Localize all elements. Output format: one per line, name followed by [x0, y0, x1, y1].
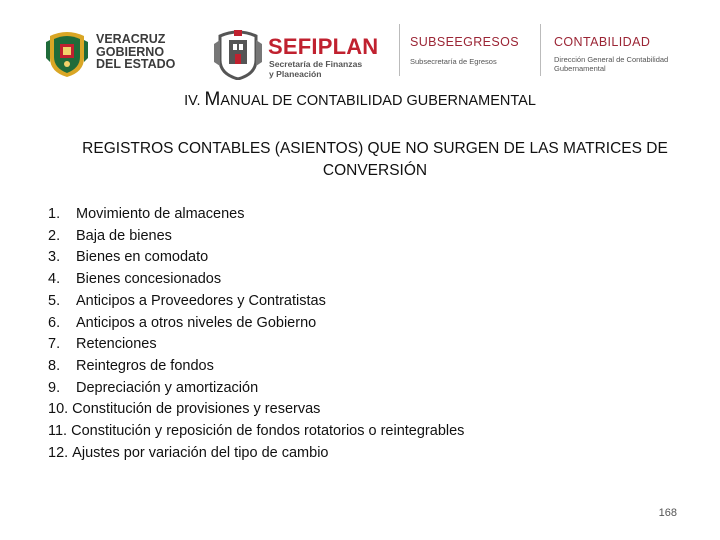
list-item-number: 10.: [48, 401, 69, 418]
list-item-text: Retenciones: [76, 336, 157, 353]
list-item-text: Baja de bienes: [76, 227, 172, 244]
veracruz-line-1: VERACRUZ: [96, 32, 166, 46]
list-item-number: 5.: [48, 292, 61, 309]
list-item: [48, 421, 464, 443]
veracruz-line-3: DEL ESTADO: [96, 57, 176, 71]
veracruz-logo: [44, 28, 194, 78]
sefiplan-logo: [212, 26, 387, 81]
list-item-number: 6.: [48, 314, 61, 331]
entries-list: [48, 204, 464, 464]
header-divider: [399, 24, 400, 76]
list-item-text: Movimiento de almacenes: [76, 206, 245, 222]
sefiplan-subtitle-line-2: y Planeación: [269, 68, 322, 79]
list-item: [48, 443, 464, 465]
manual-title: [0, 89, 720, 111]
list-item-text: Depreciación y amortización: [76, 379, 259, 396]
subsecretaria-logo: [410, 35, 535, 66]
sefiplan-subtitle-line-1: Secretaría de Finanzas: [269, 59, 363, 69]
list-item-text: Anticipos a Proveedores y Contratistas: [76, 292, 326, 309]
list-item-text: Constitución y reposición de fondos rotatorios o reintegrables: [71, 423, 465, 440]
contabilidad-title: CONTABILIDAD: [554, 35, 651, 49]
list-item-number: 12.: [48, 444, 69, 461]
manual-title-initial: M: [204, 89, 221, 110]
contabilidad-subtitle-line-1: Dirección General de Contabilidad: [554, 55, 669, 64]
list-item-number: 3.: [48, 249, 61, 266]
list-item: [48, 204, 464, 226]
veracruz-shield-icon: [44, 28, 90, 78]
list-item: [48, 378, 464, 400]
list-item: [48, 399, 464, 421]
page-number: 168: [658, 507, 677, 519]
list-item: [48, 356, 464, 378]
list-item-text: Bienes en comodato: [76, 249, 209, 266]
contabilidad-subtitle: [554, 55, 694, 73]
list-item: [48, 291, 464, 313]
list-item-number: 1.: [48, 206, 61, 222]
veracruz-wordmark: [96, 33, 206, 71]
subsecretaria-subtitle: Subsecretaría de Egresos: [410, 57, 497, 66]
list-item: [48, 247, 464, 269]
section-title: [40, 138, 710, 182]
sefiplan-subtitle: [269, 60, 389, 79]
list-item-number: 11.: [48, 423, 68, 440]
manual-title-prefix: IV.: [184, 93, 205, 109]
list-item: [48, 334, 464, 356]
contabilidad-subtitle-line-2: Gubernamental: [554, 64, 606, 73]
list-item-text: Anticipos a otros niveles de Gobierno: [76, 314, 317, 331]
list-item-text: Reintegros de fondos: [76, 357, 214, 374]
list-item: [48, 226, 464, 248]
subsecretaria-title: SUBSEEGRESOS: [410, 35, 519, 49]
list-item-text: Constitución de provisiones y reservas: [72, 401, 321, 418]
list-item-number: 2.: [48, 227, 61, 244]
section-title-line-1: REGISTROS CONTABLES (ASIENTOS) QUE NO SURGEN DE LAS MATRICES DE: [82, 140, 668, 157]
header-divider: [540, 24, 541, 76]
sefiplan-emblem-icon: [212, 26, 264, 80]
list-item-number: 8.: [48, 357, 61, 374]
list-item-number: 4.: [48, 271, 61, 288]
veracruz-line-2: GOBIERNO: [96, 44, 165, 59]
section-title-line-2: CONVERSIÓN: [322, 162, 428, 179]
manual-title-rest: ANUAL DE CONTABILIDAD GUBERNAMENTAL: [220, 93, 536, 109]
list-item-number: 7.: [48, 336, 61, 353]
contabilidad-logo: [554, 35, 694, 73]
list-item-number: 9.: [48, 379, 61, 396]
list-item: [48, 269, 464, 291]
list-item: [48, 313, 464, 335]
sefiplan-name: SEFIPLAN: [268, 34, 379, 59]
list-item-text: Ajustes por variación del tipo de cambio: [72, 444, 329, 461]
list-item-text: Bienes concesionados: [76, 271, 222, 288]
